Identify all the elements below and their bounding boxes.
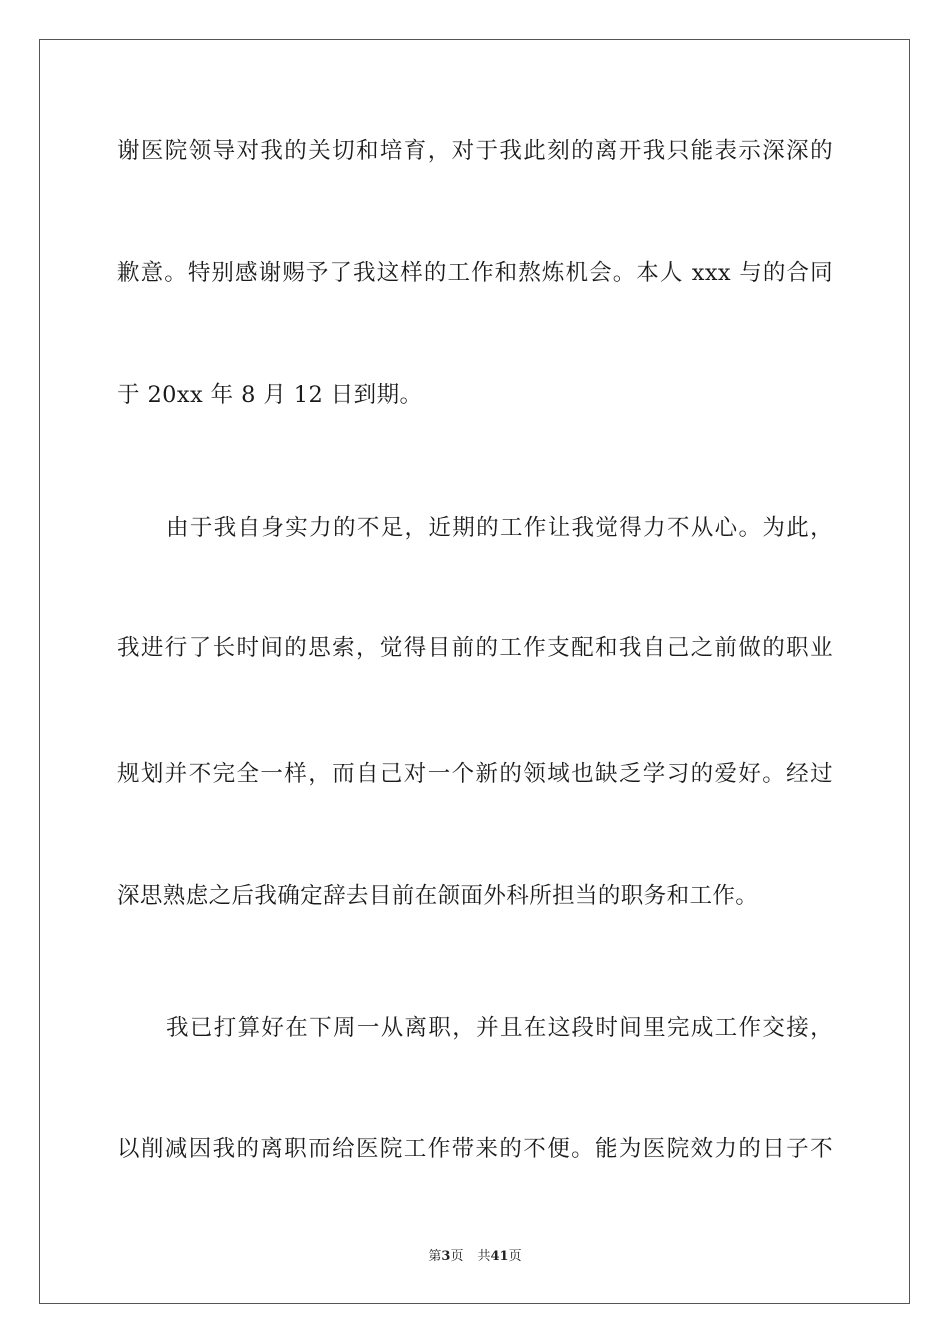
- body-line-9: 以削减因我的离职而给医院工作带来的不便。能为医院效力的日子不: [117, 1136, 833, 1162]
- body-line-5: 我进行了长时间的思索，觉得目前的工作支配和我自己之前做的职业: [117, 635, 833, 661]
- total-prefix: 共: [477, 1249, 491, 1264]
- body-line-6: 规划并不完全一样，而自己对一个新的领域也缺乏学习的爱好。经过: [117, 761, 833, 787]
- page-footer: [0, 1248, 950, 1266]
- body-line-8: 我已打算好在下周一从离职，并且在这段时间里完成工作交接，: [166, 1015, 833, 1041]
- page-border: [39, 39, 910, 1304]
- total-suffix: 页: [508, 1249, 522, 1264]
- body-line-3: 于 20xx 年 8 月 12 日到期。: [117, 382, 423, 408]
- body-line-4: 由于我自身实力的不足，近期的工作让我觉得力不从心。为此，: [166, 515, 833, 541]
- current-page-number: 3: [441, 1249, 451, 1264]
- body-line-1: 谢医院领导对我的关切和培育，对于我此刻的离开我只能表示深深的: [117, 138, 833, 164]
- page-prefix: 第: [428, 1249, 442, 1264]
- page-suffix: 页: [450, 1249, 464, 1264]
- body-line-7: 深思熟虑之后我确定辞去目前在颌面外科所担当的职务和工作。: [117, 883, 759, 909]
- body-line-2: 歉意。特别感谢赐予了我这样的工作和熬炼机会。本人 xxx 与的合同: [117, 260, 833, 286]
- total-page-count: 41: [490, 1249, 509, 1264]
